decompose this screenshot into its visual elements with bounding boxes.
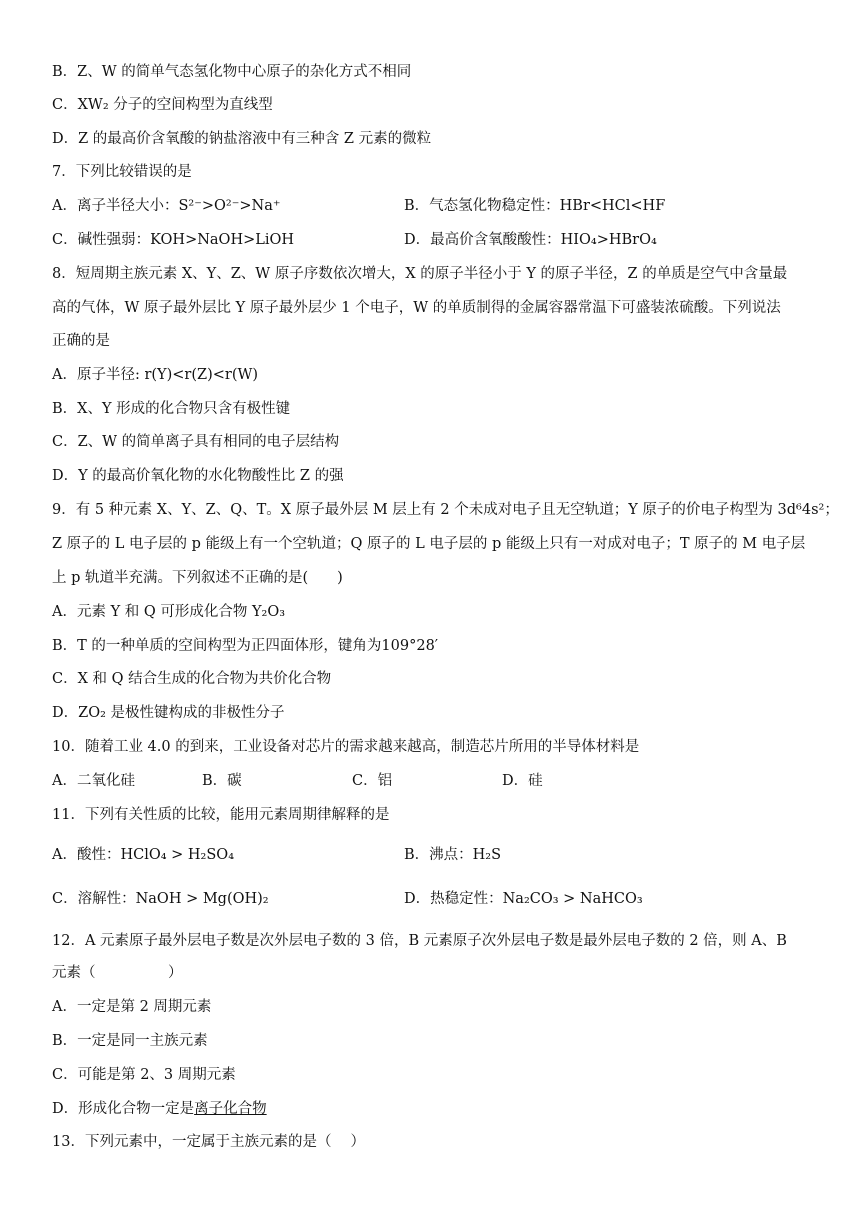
q11-row-1 — [52, 845, 820, 865]
q11-row-2 — [52, 889, 820, 909]
q7-option-c: C．碱性强弱：KOH>NaOH>LiOH — [52, 232, 295, 248]
q7-option-a: A．离子半径大小：S²⁻>O²⁻>Na⁺ — [52, 198, 281, 214]
q6-option-c: C．XW₂ 分子的空间构型为直线型 — [52, 97, 273, 113]
q9-option-a: A．元素 Y 和 Q 可形成化合物 Y₂O₃ — [52, 604, 286, 620]
q7-row-1 — [52, 196, 820, 216]
q12-stem-line-2: 元素（ ） — [52, 965, 183, 981]
q11-option-a: A．酸性：HClO₄ > H₂SO₄ — [52, 847, 235, 863]
q7-option-d: D．最高价含氧酸酸性：HIO₄>HBrO₄ — [404, 232, 657, 248]
q7-stem: 7．下列比较错误的是 — [52, 164, 192, 180]
q7-option-b: B．气态氢化物稳定性：HBr<HCl<HF — [404, 198, 666, 214]
q8-stem-line-3: 正确的是 — [52, 333, 110, 349]
q12-stem-line-1: 12．A 元素原子最外层电子数是次外层电子数的 3 倍，B 元素原子次外层电子数是最外层电子数的 2 倍，则 A、B — [52, 933, 787, 949]
q11-option-c: C．溶解性：NaOH > Mg(OH)₂ — [52, 891, 269, 907]
q6-option-d: D．Z 的最高价含氧酸的钠盐溶液中有三种含 Z 元素的微粒 — [52, 131, 432, 147]
q12-option-d-underlined: 离子化合物 — [194, 1101, 267, 1117]
q9-stem-line-1: 9．有 5 种元素 X、Y、Z、Q、T。X 原子最外层 M 层上有 2 个未成对电子且无空轨道；Y 原子的价电子构型为 3d⁶4s²； — [52, 502, 839, 518]
q13-stem: 13．下列元素中，一定属于主族元素的是（ ） — [52, 1134, 366, 1150]
q10-option-d: D．硅 — [502, 773, 543, 789]
q12-option-a: A．一定是第 2 周期元素 — [52, 999, 212, 1015]
q8-option-d: D．Y 的最高价氧化物的水化物酸性比 Z 的强 — [52, 468, 344, 484]
q8-option-b: B．X、Y 形成的化合物只含有极性键 — [52, 401, 291, 417]
q10-option-c: C．铝 — [352, 773, 393, 789]
q12-option-b: B．一定是同一主族元素 — [52, 1033, 208, 1049]
q10-options — [52, 771, 820, 791]
q8-option-a: A．原子半径: r(Y)<r(Z)<r(W) — [52, 367, 259, 383]
q9-stem-line-2: Z 原子的 L 电子层的 p 能级上有一个空轨道；Q 原子的 L 电子层的 p 能级上只有一对成对电子；T 原子的 M 电子层 — [52, 536, 806, 552]
q11-option-d: D．热稳定性：Na₂CO₃ > NaHCO₃ — [404, 891, 643, 907]
q9-option-b: B．T 的一种单质的空间构型为正四面体形，键角为109°28′ — [52, 638, 439, 654]
q12-option-c: C．可能是第 2、3 周期元素 — [52, 1067, 236, 1083]
q11-stem: 11．下列有关性质的比较，能用元素周期律解释的是 — [52, 807, 390, 823]
q11-option-b: B．沸点：H₂S — [404, 847, 502, 863]
q12-option-d — [52, 1099, 820, 1119]
q10-option-b: B．碳 — [202, 773, 242, 789]
q9-option-d: D．ZO₂ 是极性键构成的非极性分子 — [52, 705, 285, 721]
q12-option-d-text: D．形成化合物一定是 — [52, 1101, 195, 1117]
q8-stem-line-1: 8．短周期主族元素 X、Y、Z、W 原子序数依次增大，X 的原子半径小于 Y 的原子半径，Z 的单质是空气中含量最 — [52, 266, 788, 282]
q10-stem: 10．随着工业 4.0 的到来，工业设备对芯片的需求越来越高，制造芯片所用的半导体材料是 — [52, 739, 640, 755]
q8-option-c: C．Z、W 的简单离子具有相同的电子层结构 — [52, 434, 340, 450]
q6-option-b: B．Z、W 的简单气态氢化物中心原子的杂化方式不相同 — [52, 64, 412, 80]
q10-option-a: A．二氧化硅 — [52, 773, 135, 789]
q9-stem-line-3: 上 p 轨道半充满。下列叙述不正确的是( ) — [52, 570, 343, 586]
q8-stem-line-2: 高的气体，W 原子最外层比 Y 原子最外层少 1 个电子，W 的单质制得的金属容器常温下可盛装浓硫酸。下列说法 — [52, 300, 781, 316]
q9-option-c: C．X 和 Q 结合生成的化合物为共价化合物 — [52, 671, 332, 687]
q7-row-2 — [52, 230, 820, 250]
